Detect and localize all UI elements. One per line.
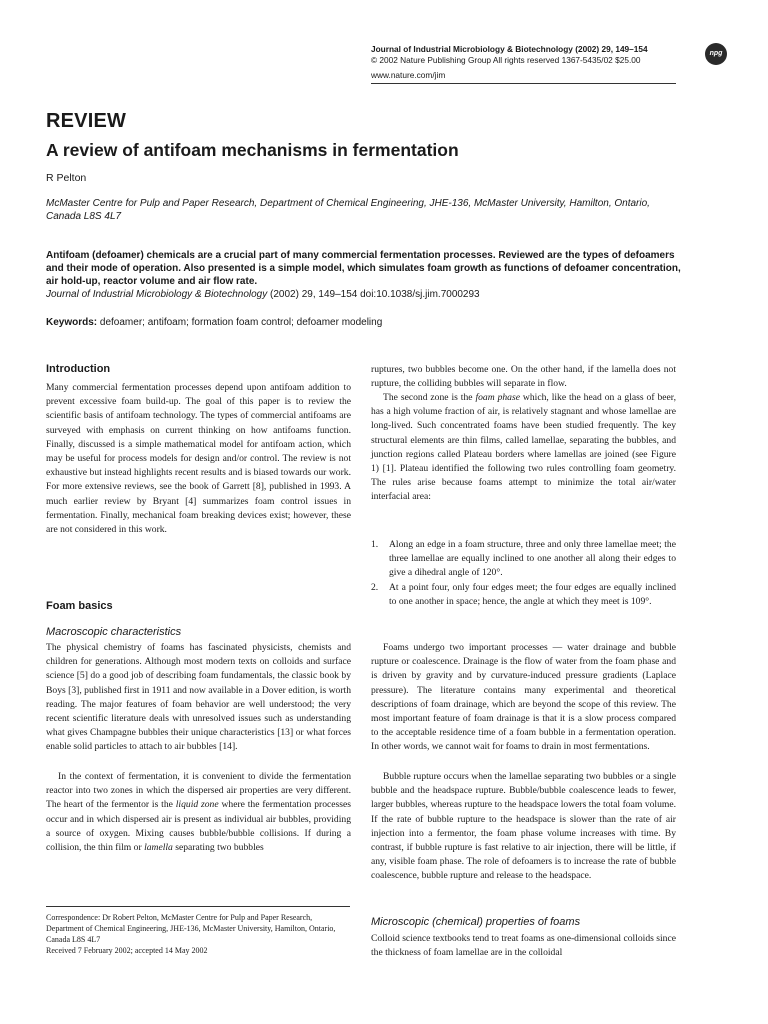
list-item-text: Along an edge in a foam structure, three and only three lamellae meet; the three lamellae are equally inclined to one another all along their edges to give a dihedral angle of 120°. <box>389 539 676 579</box>
received-note: Received 7 February 2002; accepted 14 May 2002 <box>46 946 208 955</box>
journal-header <box>371 44 691 81</box>
macroscopic-paragraph-1: The physical chemistry of foams has fascinated physicists, chemists and children for generations. Although most modern texts on colloids and surface science [5] do a good job of describing foam fundamentals, the classic book by Boys [3], published first in 1911 and now available in a Dover edition, is worth reading. The major features of foam behavior are well understood; the very recent scientific literature deals with unresolved issues such as understanding what gives Champagne bubbles their unique characteristics [13] or what forces enable solid particles to attach to air bubbles [14]. <box>46 642 351 753</box>
author-affiliation: McMaster Centre for Pulp and Paper Research, Department of Chemical Engineering, JHE-136, McMaster University, Hamilton, Ontario, Canada L8S 4L7 <box>46 198 650 222</box>
citation-journal: Journal of Industrial Microbiology & Biotechnology <box>46 289 268 300</box>
bubble-rupture-paragraph: Bubble rupture occurs when the lamellae separating two bubbles or a single bubble and the headspace rupture. Bubble/bubble coalescence leads to fewer, larger bubbles, whereas rupture to the headspace lowers the total foam volume. If the rate of bubble rupture to the headspace is slower than the rate of air injection into a fermentor, the foam phase volume increases with time. By contrast, if bubble rupture is fast relative to air injection, there will be little, if any, visible foam phase. The role of defoamers is to increase the rate of bubble coalescence, bubble rupture and release to the headspace. <box>371 771 676 882</box>
term-foam-phase: foam phase <box>475 392 520 403</box>
para-text: separating two bubbles <box>175 842 264 854</box>
author-name: R Pelton <box>46 172 87 184</box>
abstract-citation <box>46 288 686 301</box>
plateau-rules-list <box>371 538 676 609</box>
journal-citation-line: Journal of Industrial Microbiology & Biotechnology (2002) 29, 149–154 <box>371 44 648 54</box>
microscopic-heading: Microscopic (chemical) properties of foams <box>371 916 581 928</box>
list-number: 2. <box>371 581 379 593</box>
processes-paragraph: Foams undergo two important processes — water drainage and bubble rupture or coalescence. Drainage is the flow of water from the foam phase and is driven by gravity and by curvature-induced pressure gradients (Laplace pressure). The literature contains many experimental and theoretical descriptions of foam drainage, which are beyond the scope of this review. The most important feature of foam drainage is that it is a slow process compared to the acceptable residence time of a foam bubble in a fermentation operation. In other words, we cannot wait for foams to drain in most fermentations. <box>371 642 676 753</box>
foam-basics-heading: Foam basics <box>46 600 113 612</box>
section-label: REVIEW <box>46 110 127 132</box>
footnote <box>46 912 351 956</box>
introduction-heading: Introduction <box>46 363 111 375</box>
copyright-line: © 2002 Nature Publishing Group All rights reserved 1367-5435/02 $25.00 <box>371 55 641 65</box>
npg-logo: npg <box>705 43 727 65</box>
term-liquid-zone: liquid zone <box>175 799 219 811</box>
para-text: which, like the head on a glass of beer, has a high volume fraction of air, is relatively stagnant and whose lamellae are long-lived. Such concentrated foams have been studied frequently. The key structural elements are thin films, called lamellae, separating the bubbles, and junction regions called Plateau borders where lamellas are joined (see Figure 1) [1]. Plateau identified the following two rules controlling foam geometry. The rules arise because foams attempt to minimize the total air/water interfacial area: <box>371 392 676 503</box>
list-number: 1. <box>371 539 379 550</box>
correspondence-note: Correspondence: Dr Robert Pelton, McMaster Centre for Pulp and Paper Research, Department of Chemical Engineering, JHE-136, McMaster University, Hamilton, Ontario, Canada L8S 4L7 <box>46 913 336 944</box>
microscopic-paragraph: Colloid science textbooks tend to treat foams as one-dimensional colloids since the thickness of foam lamellae are in the colloidal <box>371 933 676 959</box>
macroscopic-heading: Macroscopic characteristics <box>46 626 182 638</box>
keywords-label: Keywords: <box>46 317 98 328</box>
list-item <box>371 581 676 609</box>
keywords <box>46 316 686 329</box>
para-text: The second zone is the <box>383 392 473 403</box>
article-title: A review of antifoam mechanisms in fermentation <box>46 140 459 160</box>
citation-details: (2002) 29, 149–154 doi:10.1038/sj.jim.7000293 <box>270 289 480 300</box>
list-item-text: At a point four, only four edges meet; the four edges are equally inclined to one another in space; hence, the angle at which they meet is 109°. <box>389 581 676 607</box>
journal-url: www.nature.com/jim <box>371 70 446 80</box>
header-divider <box>371 83 676 84</box>
abstract-text: Antifoam (defoamer) chemicals are a crucial part of many commercial fermentation processes. Reviewed are the types of defoamers and their mode of operation. Also presented is a simple model, which simulates foam growth as functions of defoamer concentration, air hold-up, reactor volume and air flow rate. <box>46 250 681 287</box>
term-lamella: lamella <box>144 842 173 854</box>
foam-phase-paragraph <box>371 391 676 505</box>
footnote-divider <box>46 906 350 907</box>
para-text: where the fermentation processes occur and in which dispersed air is present as individual air bubbles, providing a source of oxygen. Mixing causes bubble/bubble collisions. If during a collision, the thin film or <box>46 799 351 854</box>
para-text: In the context of fermentation, it is convenient to divide the fermentation reactor into two zones in which the dispersed air properties are very different. The heart of the fermentor is the <box>46 771 351 811</box>
keywords-list: defoamer; antifoam; formation foam control; defoamer modeling <box>99 317 383 328</box>
macroscopic-paragraph-2 <box>46 770 351 855</box>
list-item <box>371 538 676 581</box>
continuation-paragraph: ruptures, two bubbles become one. On the other hand, if the lamella does not rupture, the colliding bubbles will separate in flow. <box>371 364 676 390</box>
introduction-paragraph: Many commercial fermentation processes depend upon antifoam addition to prevent excessive foam build-up. The goal of this paper is to review the scientific basis of antifoam technology. The types of commercial antifoams are surveyed with emphasis on current thinking on how antifoams function. Finally, discussed is a simple mathematical model for antifoam action, which may be useful for process models for design and/or control. The review is not exhaustive but instead highlights recent results and is biased towards our work. For more extensive reviews, see the book of Garrett [8], published in 1993. A much earlier review by Bryant [4] summarizes foam control issues in fermentation. Finally, mechanical foam breaking devices exist; however, these are not considered in this work. <box>46 382 351 536</box>
abstract <box>46 249 686 301</box>
